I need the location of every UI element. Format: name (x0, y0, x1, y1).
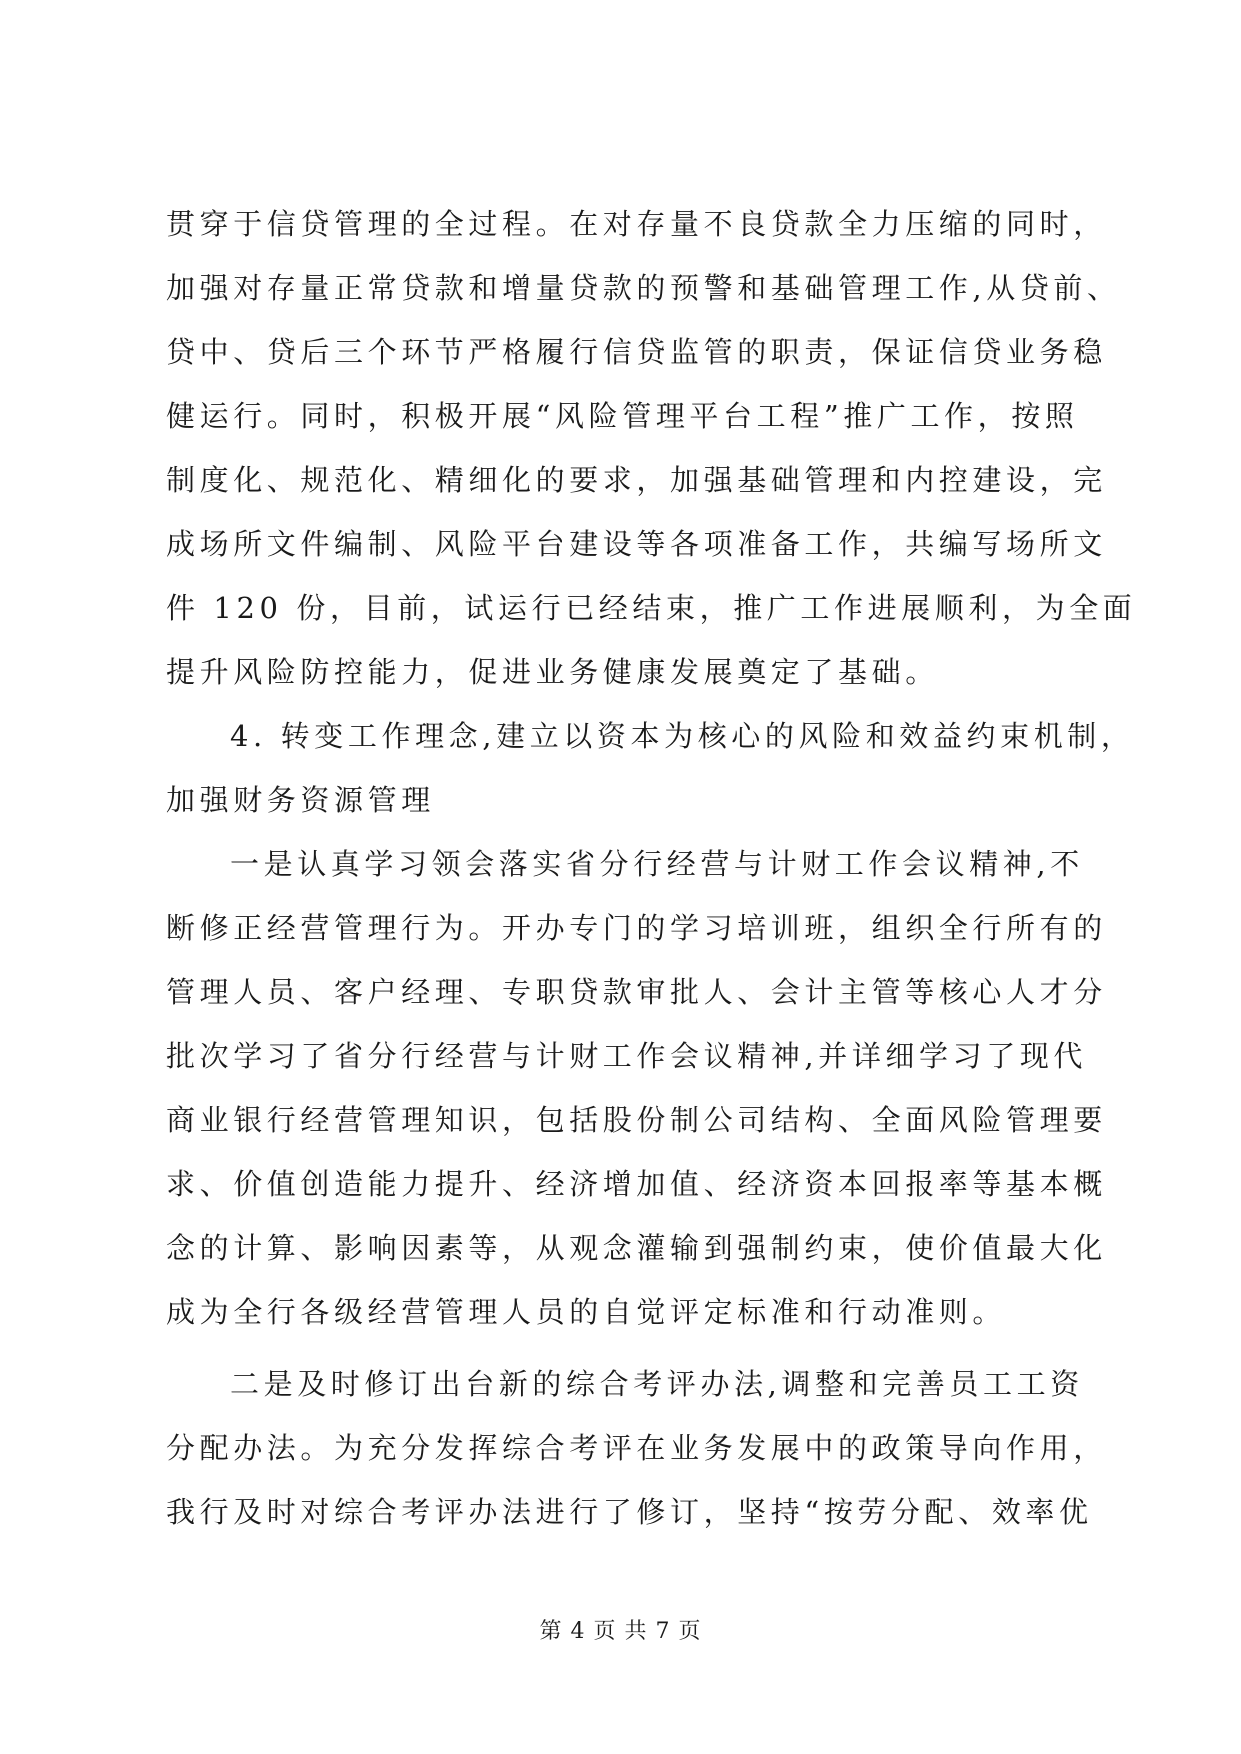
paragraph-line: 一是认真学习领会落实省分行经营与计财工作会议精神,不 (230, 847, 1084, 881)
paragraph-line: 制度化、规范化、精细化的要求，加强基础管理和内控建设，完 (166, 463, 1107, 497)
page-number-footer: 第 4 页 共 7 页 (539, 1619, 702, 1644)
paragraph-line: 管理人员、客户经理、专职贷款审批人、会计主管等核心人才分 (166, 975, 1107, 1009)
document-body (166, 200, 1137, 1552)
paragraph-line: 念的计算、影响因素等，从观念灌输到强制约束，使价值最大化 (166, 1231, 1107, 1265)
section-heading-line: 加强财务资源管理 (166, 783, 435, 817)
paragraph-line: 我行及时对综合考评办法进行了修订，坚持“按劳分配、效率优 (166, 1495, 1093, 1529)
paragraph-gap (166, 1352, 1126, 1360)
paragraph-line: 二是及时修订出台新的综合考评办法,调整和完善员工工资 (230, 1367, 1084, 1401)
paragraph-line: 成为全行各级经营管理人员的自觉评定标准和行动准则。 (166, 1295, 1007, 1329)
paragraph-line: 断修正经营管理行为。开办专门的学习培训班，组织全行所有的 (166, 911, 1107, 945)
paragraph-line: 分配办法。为充分发挥综合考评在业务发展中的政策导向作用， (166, 1431, 1107, 1465)
paragraph-line: 健运行。同时，积极开展“风险管理平台工程”推广工作，按照 (166, 399, 1079, 433)
paragraph-line: 求、价值创造能力提升、经济增加值、经济资本回报率等基本概 (166, 1167, 1107, 1201)
paragraph-line: 商业银行经营管理知识，包括股份制公司结构、全面风险管理要 (166, 1103, 1107, 1137)
paragraph-line: 件 120 份，目前，试运行已经结束，推广工作进展顺利，为全面 (166, 591, 1137, 625)
paragraph-line: 成场所文件编制、风险平台建设等各项准备工作，共编写场所文 (166, 527, 1107, 561)
section-heading-line: 4. 转变工作理念,建立以资本为核心的风险和效益约束机制， (230, 719, 1135, 753)
paragraph-line: 加强对存量正常贷款和增量贷款的预警和基础管理工作,从贷前、 (166, 271, 1121, 305)
paragraph-line: 贯穿于信贷管理的全过程。在对存量不良贷款全力压缩的同时， (166, 207, 1107, 241)
paragraph-line: 贷中、贷后三个环节严格履行信贷监管的职责，保证信贷业务稳 (166, 335, 1107, 369)
paragraph-line: 批次学习了省分行经营与计财工作会议精神,并详细学习了现代 (166, 1039, 1088, 1073)
paragraph-line: 提升风险防控能力，促进业务健康发展奠定了基础。 (166, 655, 939, 689)
